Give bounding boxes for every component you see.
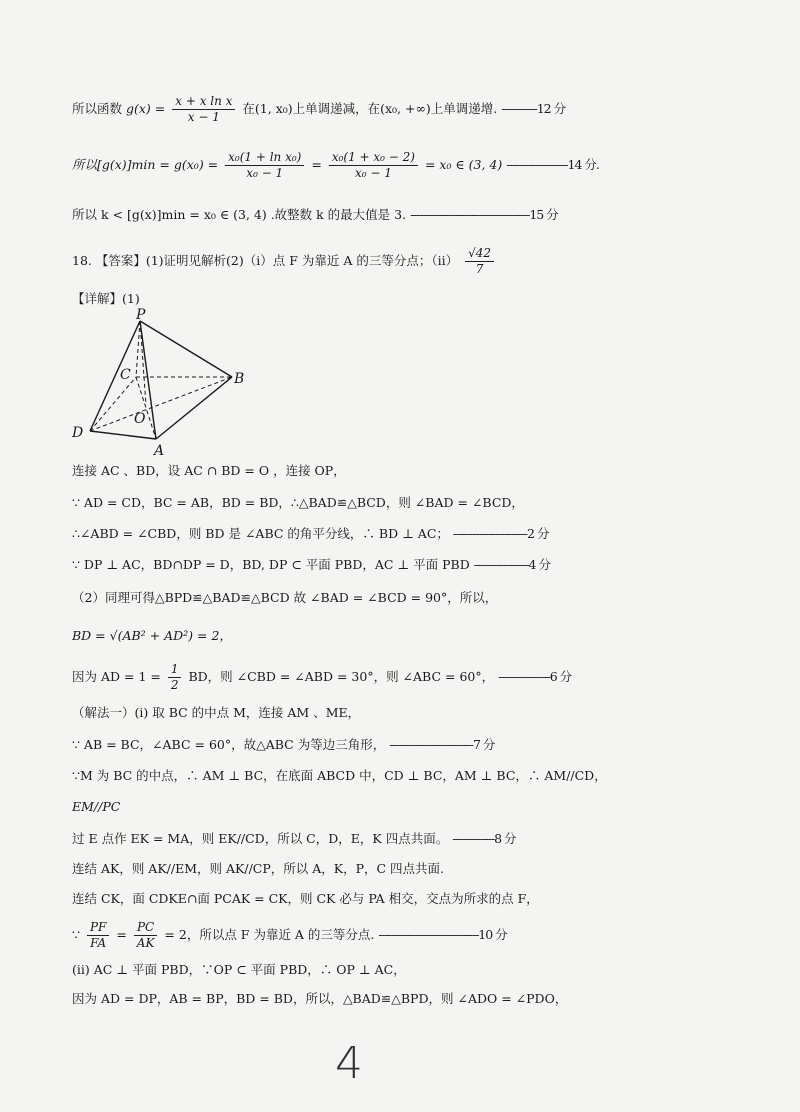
proof-line	[72, 920, 760, 951]
text: = 2，所以点 F 为靠近 A 的三等分点.	[164, 927, 375, 942]
proof-line	[72, 767, 760, 785]
text: (ii) AC ⊥ 平面 PBD，∵OP ⊂ 平面 PBD，∴ OP ⊥ AC，	[72, 962, 406, 977]
proof-line	[72, 736, 760, 754]
numerator: 1	[168, 662, 182, 678]
denominator: x₀ − 1	[246, 166, 284, 180]
numerator: x₀(1 + x₀ − 2)	[329, 150, 418, 166]
score-marker: -------------8 分	[452, 831, 516, 846]
denominator: 7	[475, 262, 484, 276]
text: ∵	[72, 927, 80, 942]
text: BD，则 ∠CBD = ∠ABD = 30°，则 ∠ABC = 60°，	[188, 669, 495, 684]
line-monotonic	[72, 94, 760, 125]
numerator: x₀(1 + ln x₀)	[225, 150, 304, 166]
label-A: A	[154, 443, 165, 455]
text: EM//PC	[72, 799, 121, 814]
proof-line	[72, 662, 760, 693]
text: 连结 CK，面 CDKE∩面 PCAK = CK，则 CK 必与 PA 相交，交点为所求的点 F，	[72, 891, 539, 906]
text: 因为 AD = DP，AB = BP，BD = BD，所以，△BAD≌△BPD，则 ∠ADO = ∠PDO，	[72, 991, 568, 1006]
edge-DA	[90, 431, 156, 439]
proof-line	[72, 798, 760, 816]
proof-line	[72, 627, 760, 645]
text: （解法一）(i) 取 BC 的中点 M，连接 AM 、ME，	[72, 705, 361, 720]
text: ∴∠ABD = ∠CBD，则 BD 是 ∠ABC 的角平分线，∴ BD ⊥ AC；	[72, 526, 449, 541]
label-D: D	[72, 425, 84, 441]
fraction	[134, 920, 158, 951]
text: 【详解】(1)	[72, 291, 140, 306]
proof-line	[72, 990, 760, 1008]
proof-line	[72, 890, 760, 908]
numerator: PC	[134, 920, 158, 936]
text: 因为 AD = 1 =	[72, 669, 161, 684]
proof-line	[72, 830, 760, 848]
fraction	[225, 150, 304, 181]
line-minimum: 所以[g(x)]min = g(x₀) = $\frac{\text{x₀(1 + ln x₀)}}{\text{x₀ − 1}}$ = $\frac{\text{x₀(1 + x₀ − 2)}}{\text{x₀ − 1}}$ = x₀ ∈ (3, 4) -------------------14 分.	[72, 150, 599, 180]
denominator: x₀ − 1	[354, 166, 392, 180]
line-conclusion	[72, 206, 760, 224]
text: ∵M 为 BC 的中点，∴ AM ⊥ BC，在底面 ABCD 中，CD ⊥ BC，AM ⊥ BC，∴ AM//CD，	[72, 768, 607, 783]
label-C: C	[120, 367, 131, 383]
score-marker: ----------------6 分	[498, 669, 572, 684]
pyramid-figure	[70, 305, 260, 455]
label-O: O	[134, 411, 146, 427]
text: 所以函数	[72, 101, 123, 116]
text: （2）同理可得△BPD≌△BAD≌△BCD 故 ∠BAD = ∠BCD = 90°，所以，	[72, 590, 498, 605]
fraction	[172, 94, 235, 125]
proof-line	[72, 860, 760, 878]
score-marker: -----------------------2 分	[452, 526, 549, 541]
denominator: AK	[136, 936, 155, 950]
text: ∵ DP ⊥ AC，BD∩DP = D，BD, DP ⊂ 平面 PBD，AC ⊥ 平面 PBD	[72, 557, 470, 572]
proof-line	[72, 556, 760, 574]
text: 连结 AK，则 AK//EM，则 AK//CP，所以 A，K，P，C 四点共面.	[72, 861, 445, 876]
text: 所以 k < [g(x)]min = x₀ ∈ (3, 4) .故整数 k 的最大值是 3.	[72, 207, 407, 222]
proof-line	[72, 462, 760, 480]
text: 过 E 点作 EK = MA，则 EK//CD，所以 C，D，E，K 四点共面。	[72, 831, 449, 846]
text: 连接 AC 、BD，设 AC ∩ BD = O ，连接 OP，	[72, 463, 346, 478]
denominator: x − 1	[187, 110, 220, 124]
fraction	[87, 920, 109, 951]
label-B: B	[234, 371, 245, 387]
proof-line	[72, 494, 760, 512]
text: 在(1, x₀)上单调递减，在(x₀, +∞)上单调递增.	[242, 101, 498, 116]
page-number: 4	[335, 1038, 363, 1089]
score-marker: --------------------------7 分	[389, 737, 495, 752]
numerator: x + x ln x	[172, 94, 235, 110]
denominator: FA	[90, 936, 107, 950]
text: 所以[g(x)]min = g(x₀) =	[72, 157, 219, 172]
text: ∵ AD = CD，BC = AB，BD = BD，∴△BAD≌△BCD，则 ∠BAD = ∠BCD，	[72, 495, 524, 510]
proof-line	[72, 525, 760, 543]
numerator: √42	[465, 246, 494, 262]
score-marker: -------------------------------10 分	[378, 927, 507, 942]
score-marker: -------------------14 分.	[506, 157, 599, 172]
score-marker: -------------------------------------15 分	[410, 207, 558, 222]
fraction	[465, 246, 494, 277]
proof-line	[72, 589, 760, 607]
math-func: g(x) =	[126, 101, 166, 116]
label-P: P	[136, 307, 146, 323]
text: ∵ AB = BC，∠ABC = 60°，故△ABC 为等边三角形，	[72, 737, 386, 752]
text: = x₀ ∈ (3, 4)	[424, 157, 503, 172]
proof-line	[72, 961, 760, 979]
proof-line	[72, 704, 760, 722]
fraction	[168, 662, 182, 693]
text: BD = √(AB² + AD²) = 2，	[72, 628, 232, 643]
text: =	[116, 927, 127, 942]
edge-CA	[136, 377, 156, 439]
score-marker: -----------12 分	[501, 101, 566, 116]
denominator: 2	[170, 678, 179, 692]
line-answer-18	[72, 246, 760, 277]
numerator: PF	[87, 920, 109, 936]
edge-AB	[156, 377, 232, 439]
fraction	[329, 150, 418, 181]
text: 18. 【答案】(1)证明见解析(2)（i）点 F 为靠近 A 的三等分点；（ii）	[72, 253, 459, 268]
edge-DC	[90, 377, 136, 431]
edge-PB	[140, 321, 232, 377]
score-marker: -----------------4 分	[473, 557, 550, 572]
